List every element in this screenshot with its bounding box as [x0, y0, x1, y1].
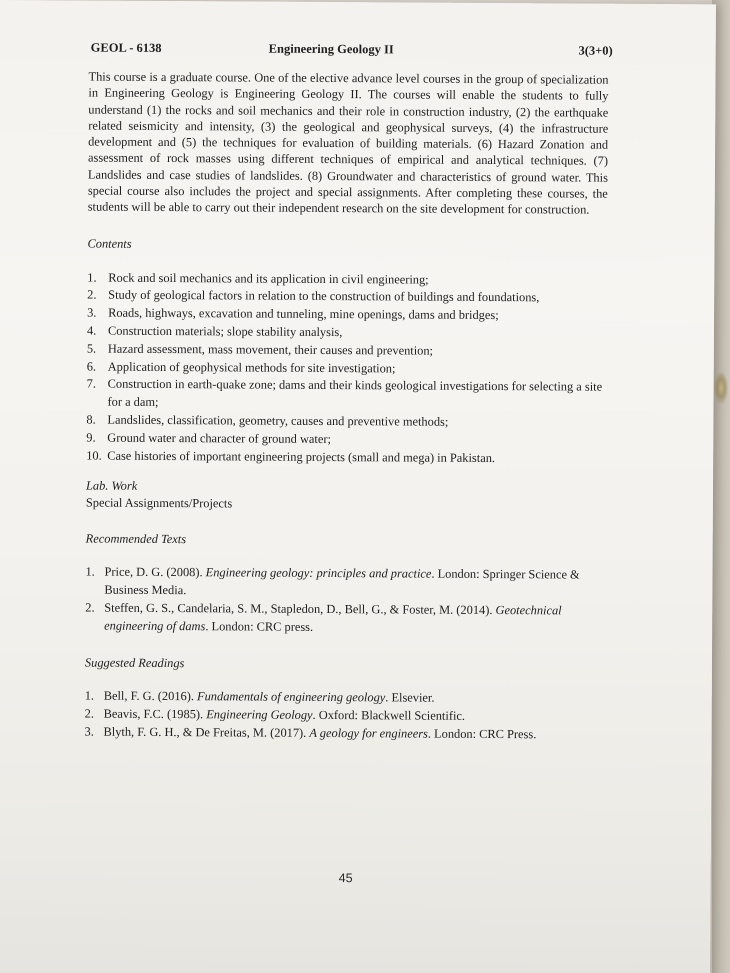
reference-authors: Steffen, G. S., Candelaria, S. M., Stapledon, D., Bell, G., & Foster, M. (2014). — [104, 601, 496, 618]
contents-item-number: 3. — [87, 305, 97, 320]
page-number: 45 — [338, 871, 353, 886]
suggested-list — [84, 687, 604, 744]
contents-item-number: 4. — [86, 323, 97, 338]
reference-number: 3. — [84, 724, 94, 740]
reference-publisher: . Elsevier. — [385, 690, 435, 706]
reference-item — [85, 563, 605, 602]
reference-authors: Bell, F. G. (2016). — [103, 689, 198, 704]
contents-item-text: Application of geophysical methods for site investigation; — [107, 359, 396, 376]
reference-title: A geology for engineers — [309, 726, 428, 742]
contents-item-number: 1. — [87, 270, 97, 285]
suggested-heading: Suggested Readings — [84, 655, 185, 671]
course-credits: 3(3+0) — [578, 43, 613, 58]
course-description: This course is a graduate course. One of the elective advance level courses in the group of specialization in Engineering Geology is Engineering Geology II. The courses will enable the students to fully understand (1) the rocks and soil mechanics and their role in construction industry, (2) the earthquake related seismicity and intensity, (3) the geological and geophysical surveys, (4) the infrastructure development and (5) the techniques for evaluation of building materials. (6) Hazard Zonation and assessment of rock masses using different techniques of empirical and analytical techniques. (7) Landslides and case studies of landslides. (8) Groundwater and characteristics of ground water. This special course also includes the project and special assignments. After completing these courses, the students will be able to carry out their independent research on the site development for construction. — [87, 69, 609, 217]
contents-item-text: Construction materials; slope stability analysis, — [107, 323, 343, 340]
reference-title: Geotechnical engineering of dams — [104, 603, 562, 634]
reference-authors: Blyth, F. G. H., & De Freitas, M. (2017). — [103, 725, 310, 741]
contents-item-text: Rock and soil mechanics and its application in civil engineering; — [108, 270, 429, 287]
contents-item-text: Case histories of important engineering projects (small and mega) in Pakistan. — [107, 448, 496, 465]
contents-item-number: 9. — [86, 430, 96, 445]
lab-text: Special Assignments/Projects — [85, 495, 233, 511]
reference-number: 2. — [84, 706, 94, 722]
page-content — [84, 37, 613, 745]
reference-publisher: . Oxford: Blackwell Scientific. — [312, 708, 466, 724]
contents-item-text: Roads, highways, excavation and tunneling, mine openings, dams and bridges; — [108, 305, 499, 323]
reference-number: 1. — [85, 564, 95, 580]
contents-item — [86, 376, 606, 415]
reference-title: Fundamentals of engineering geology — [197, 689, 386, 705]
reference-number: 1. — [84, 688, 95, 704]
contents-item-number: 8. — [86, 412, 96, 427]
reference-publisher: . London: CRC press. — [205, 619, 314, 635]
reference-publisher: . London: CRC Press. — [427, 727, 537, 742]
contents-item-text: Study of geological factors in relation to the construction of buildings and foundations, — [108, 288, 540, 305]
contents-item-number: 5. — [86, 341, 97, 356]
contents-list — [86, 269, 607, 468]
contents-item-number: 7. — [86, 376, 96, 392]
contents-item-text: Landslides, classification, geometry, causes and preventive methods; — [107, 412, 449, 429]
course-header — [89, 37, 613, 60]
course-code: GEOL - 6138 — [90, 40, 162, 55]
reference-authors: Beavis, F.C. (1985). — [103, 707, 207, 722]
contents-item-text: Ground water and character of ground water; — [107, 430, 331, 446]
reference-title: Engineering geology: principles and practice — [205, 565, 432, 582]
contents-item-text: Hazard assessment, mass movement, their causes and prevention; — [107, 341, 434, 358]
contents-item-text: Construction in earth-quake zone; dams and their kinds geological investigations for selecting a site for a dam; — [107, 377, 603, 410]
recommended-list — [85, 563, 605, 638]
contents-item-number: 2. — [87, 288, 97, 303]
contents-item-number: 6. — [86, 359, 97, 374]
reference-number: 2. — [85, 600, 95, 616]
reference-publisher: . London: Springer Science & Business Media. — [104, 567, 580, 598]
reference-authors: Price, D. G. (2008). — [104, 565, 206, 580]
contents-item-number: 10. — [86, 448, 102, 463]
reference-title: Engineering Geology — [206, 707, 313, 723]
course-title: Engineering Geology II — [268, 41, 394, 57]
contents-item — [86, 447, 606, 468]
stain-mark — [714, 372, 728, 404]
reference-item — [85, 599, 605, 638]
lab-heading: Lab. Work — [85, 478, 138, 494]
recommended-heading: Recommended Texts — [85, 531, 187, 547]
reference-item — [84, 723, 604, 744]
contents-heading: Contents — [87, 236, 132, 251]
